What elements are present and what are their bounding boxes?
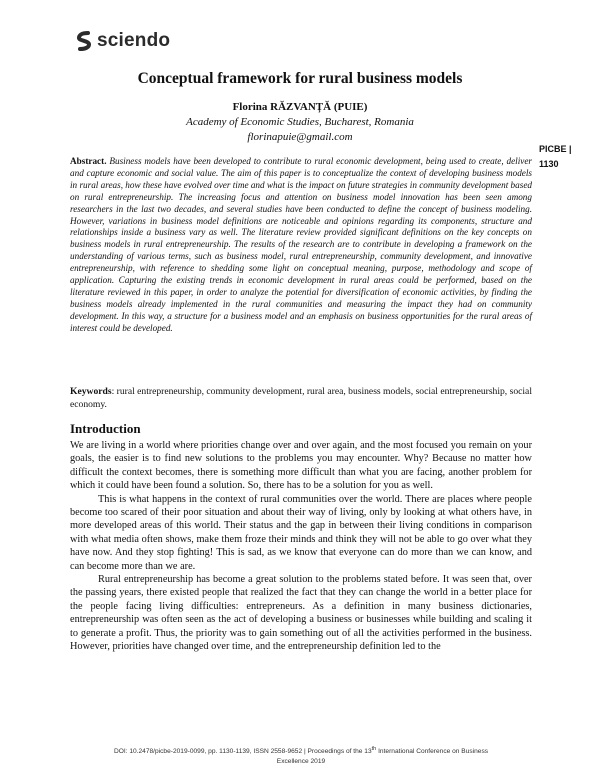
page-footer [70, 744, 532, 767]
keywords-label: Keywords [70, 386, 112, 397]
footer-conference-year: Excellence 2019 [276, 758, 326, 766]
abstract-label: Abstract. [70, 156, 107, 166]
paragraph: This is what happens in the context of rural communities over the world. There are places where people become too scared of their poor situation and about their way of living, only by looking at what others have, in more developed areas of this world. Their status and the gap in between their living conditions in comparison with what media often shows, make them froze their minds and think they will not be able to go over what they have now. And they stop fighting! This is sad, as we know that everyone can do more than we can know, and can become more than we are. [70, 493, 532, 572]
keywords-text: : rural entrepreneurship, community development, rural area, business models, social entrepreneurship, social economy. [70, 386, 532, 410]
journal-label: PICBE | [539, 144, 572, 154]
footer-citation-end: International Conference on Business [376, 748, 489, 756]
publisher-logo [76, 30, 170, 52]
author-email: florinapuie@gmail.com [247, 131, 353, 143]
paragraph: We are living in a world where priorities change over and over again, and the most focused you remain on your goals, the easier is to find new solutions to the problems you may encounter. Why? Because no matter how difficult the context becomes, there is something more difficult than what you are facing, another problem for which it could have been found a solution. So, there has to be a solution for you as well. [70, 440, 532, 492]
footer-citation: DOI: 10.2478/picbe-2019-0099, pp. 1130-1139, ISSN 2558-9652 | Proceedings of the 13 [113, 748, 372, 756]
introduction-body [70, 439, 532, 654]
abstract-text: Business models have been developed to contribute to rural economic development, being used to create, deliver and capture economic and social value. The aim of this paper is to conceptualize the context of developing business models in rural areas, how these have evolved over time and what is the impact on future strategies in community development based on rural entrepreneurship. The increasing focus and attention on business model innovation has been seen among researchers in the last two decades, and several studies have been conducted to define the concept of business modeling. However, variations in business model definitions are noticeable and opinions regarding its components, structure and relationships inside a business vary as well. The literature review provided significant definitions on the key concepts on business models in rural entrepreneurship. The results of the research are to contribute in developing a framework on the understanding of various terms, such as business model, rural entrepreneurship, community development, and innovative entrepreneurship, with reference to shedding some light on conceptual meaning, purpose, methodology and scope of application. Capturing the existing trends in economic development in rural areas could be performed, based on the literature reviewed in this paper, in order to analyze the potential for diversification of economic activities, by finding the business models already implemented in the rural communities and measuring the impact they had on community development. In this way, a structure for a business model and an emphasis on business opportunities for the rural areas of interest could be developed. [70, 156, 532, 333]
paper-title: Conceptual framework for rural business models [137, 70, 463, 87]
author-name: Florina RĂZVANȚĂ (PUIE) [232, 101, 368, 113]
page-number: 1130 [539, 159, 559, 169]
sciendo-logo-icon [76, 31, 92, 51]
paragraph: Rural entrepreneurship has become a great solution to the problems stated before. It was seen that, over the passing years, there existed people that realized the fact that they can change the world in a better place for the people facing living difficulties: entrepreneurs. As a definition in many business dictionaries, entrepreneurship was often seen as the act of developing a business or businesses while building and scaling it to generate a profit. Thus, the priority was to gain something out of all the activities performed in the business. However, priorities have changed over time, and the entrepreneurship definition led to the [70, 574, 532, 653]
keywords [70, 386, 532, 411]
journal-page-marker [539, 142, 599, 172]
logo-text: sciendo [97, 30, 171, 51]
author-affiliation: Academy of Economic Studies, Bucharest, Romania [186, 116, 414, 128]
abstract [70, 156, 532, 335]
footer-superscript: th [371, 746, 377, 752]
section-heading-introduction: Introduction [70, 421, 141, 436]
